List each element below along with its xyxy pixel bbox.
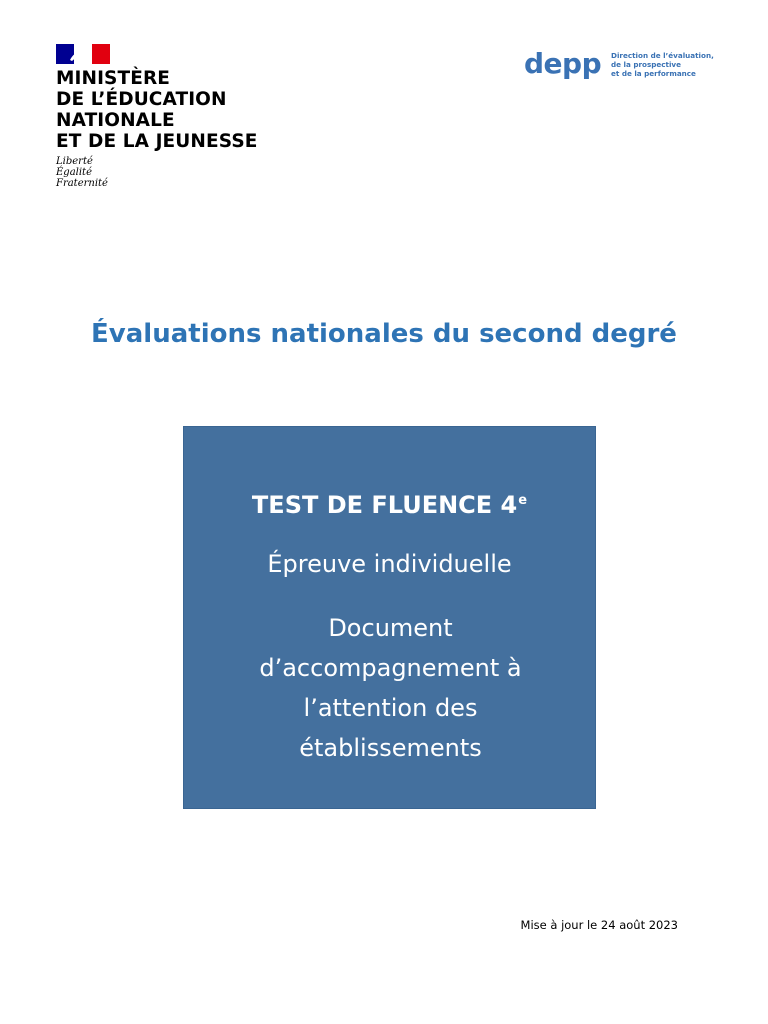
update-date: Mise à jour le 24 août 2023	[520, 918, 678, 932]
depp-logo	[524, 48, 724, 82]
depp-description-line: de la prospective	[611, 60, 681, 69]
depp-description	[611, 51, 714, 78]
ministry-name	[56, 68, 286, 152]
republic-motto	[56, 156, 286, 189]
document-description-line: d’accompagnement à	[259, 654, 522, 682]
ministry-name-line: NATIONALE	[56, 110, 175, 131]
french-flag-icon	[56, 44, 110, 64]
test-title	[184, 485, 595, 521]
motto-line: Fraternité	[56, 178, 108, 189]
ministry-name-line: MINISTÈRE	[56, 68, 171, 89]
depp-description-line: Direction de l’évaluation,	[611, 51, 714, 60]
depp-description-line: et de la performance	[611, 69, 696, 78]
ministry-name-line: ET DE LA JEUNESSE	[56, 131, 258, 152]
title-box	[183, 426, 596, 809]
document-description-line: l’attention des	[303, 694, 478, 722]
document-description-line: établissements	[299, 734, 482, 762]
document-description-line: Document	[328, 614, 453, 642]
motto-line: Égalité	[56, 167, 92, 178]
depp-wordmark: depp	[524, 47, 602, 80]
motto-line: Liberté	[56, 156, 93, 167]
document-description	[204, 608, 577, 768]
test-title-text: TEST DE FLUENCE 4	[251, 491, 518, 519]
page-title: Évaluations nationales du second degré	[91, 319, 677, 349]
test-subtitle: Épreuve individuelle	[267, 550, 512, 578]
ministry-name-line: DE L’ÉDUCATION	[56, 89, 227, 110]
ministry-logo	[56, 44, 286, 189]
test-title-superscript: e	[518, 493, 528, 508]
